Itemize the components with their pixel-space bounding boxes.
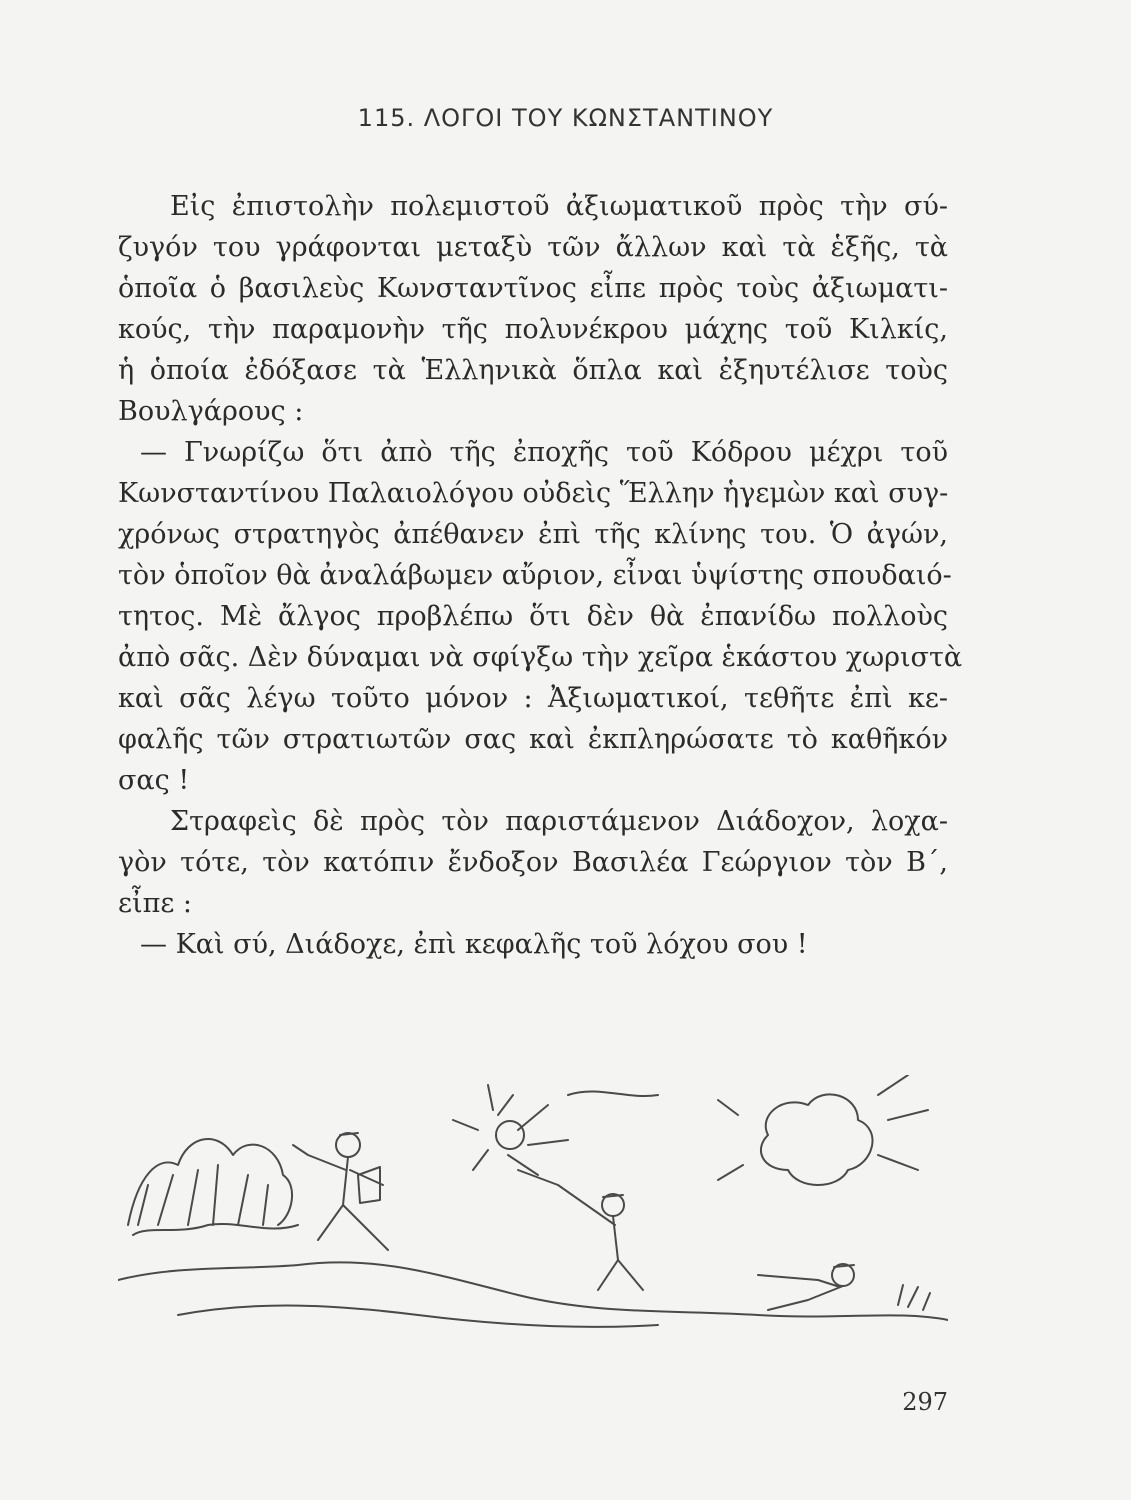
- text-line: φαλῆς τῶν στρατιωτῶν σας καὶ ἐκπληρώσατε τὸ καθῆκόν: [118, 724, 948, 755]
- paragraph-4: [118, 924, 948, 965]
- text-line: Στραφεὶς δὲ πρὸς τὸν παριστάμενον Διάδοχον, λοχα-: [170, 806, 948, 837]
- body-text: [118, 186, 963, 965]
- text-line: ἀπὸ σᾶς. Δὲν δύναμαι νὰ σφίγξω τὴν χεῖρα ἑκάστου χωριστὰ: [118, 642, 963, 673]
- text-line: Κωνσταντίνου Παλαιολόγου οὐδεὶς Ἕλλην ἡγεμὼν καὶ συγ-: [118, 478, 949, 509]
- text-line: κούς, τὴν παραμονὴν τῆς πολυνέκρου μάχης τοῦ Κιλκίς,: [118, 314, 948, 345]
- text-line: γὸν τότε, τὸν κατόπιν ἔνδοξον Βασιλέα Γεώργιον τὸν Β΄,: [118, 847, 948, 878]
- page-title: 115. ΛΟΓΟΙ ΤΟΥ ΚΩΝΣΤΑΝΤΙΝΟΥ: [357, 104, 774, 132]
- text-line: καὶ σᾶς λέγω τοῦτο μόνον : Ἀξιωματικοί, τεθῆτε ἐπὶ κε-: [118, 683, 948, 714]
- paragraph-2: [118, 432, 963, 801]
- text-line: τὸν ὁποῖον θὰ ἀναλάβωμεν αὔριον, εἶναι ὑψίστης σπουδαιό-: [118, 560, 952, 591]
- page-number: 297: [902, 1388, 948, 1416]
- text-line: — Καὶ σύ, Διάδοχε, ἐπὶ κεφαλῆς τοῦ λόχου σου !: [140, 929, 808, 960]
- text-line: χρόνως στρατηγὸς ἀπέθανεν ἐπὶ τῆς κλίνης του. Ὁ ἀγών,: [118, 519, 948, 550]
- text-line: Εἰς ἐπιστολὴν πολεμιστοῦ ἀξιωματικοῦ πρὸς τὴν σύ-: [170, 191, 948, 222]
- paragraph-3: [118, 801, 948, 924]
- text-line: — Γνωρίζω ὅτι ἀπὸ τῆς ἐποχῆς τοῦ Κόδρου μέχρι τοῦ: [140, 437, 948, 468]
- text-line: ὁποῖα ὁ βασιλεὺς Κωνσταντῖνος εἶπε πρὸς τοὺς ἀξιωματι-: [118, 273, 948, 304]
- paragraph-1: [118, 186, 948, 432]
- text-line: ἡ ὁποία ἐδόξασε τὰ Ἑλληνικὰ ὅπλα καὶ ἐξηυτέλισε τοὺς: [118, 355, 948, 386]
- text-line: ζυγόν του γράφονται μεταξὺ τῶν ἄλλων καὶ τὰ ἑξῆς, τὰ: [118, 232, 948, 263]
- text-line: Βουλγάρους :: [118, 396, 304, 427]
- text-line: τητος. Μὲ ἄλγος προβλέπω ὅτι δὲν θὰ ἐπανίδω πολλοὺς: [118, 601, 948, 632]
- text-line: εἶπε :: [118, 888, 192, 919]
- battle-illustration: [118, 1075, 948, 1340]
- text-line: σας !: [118, 765, 190, 796]
